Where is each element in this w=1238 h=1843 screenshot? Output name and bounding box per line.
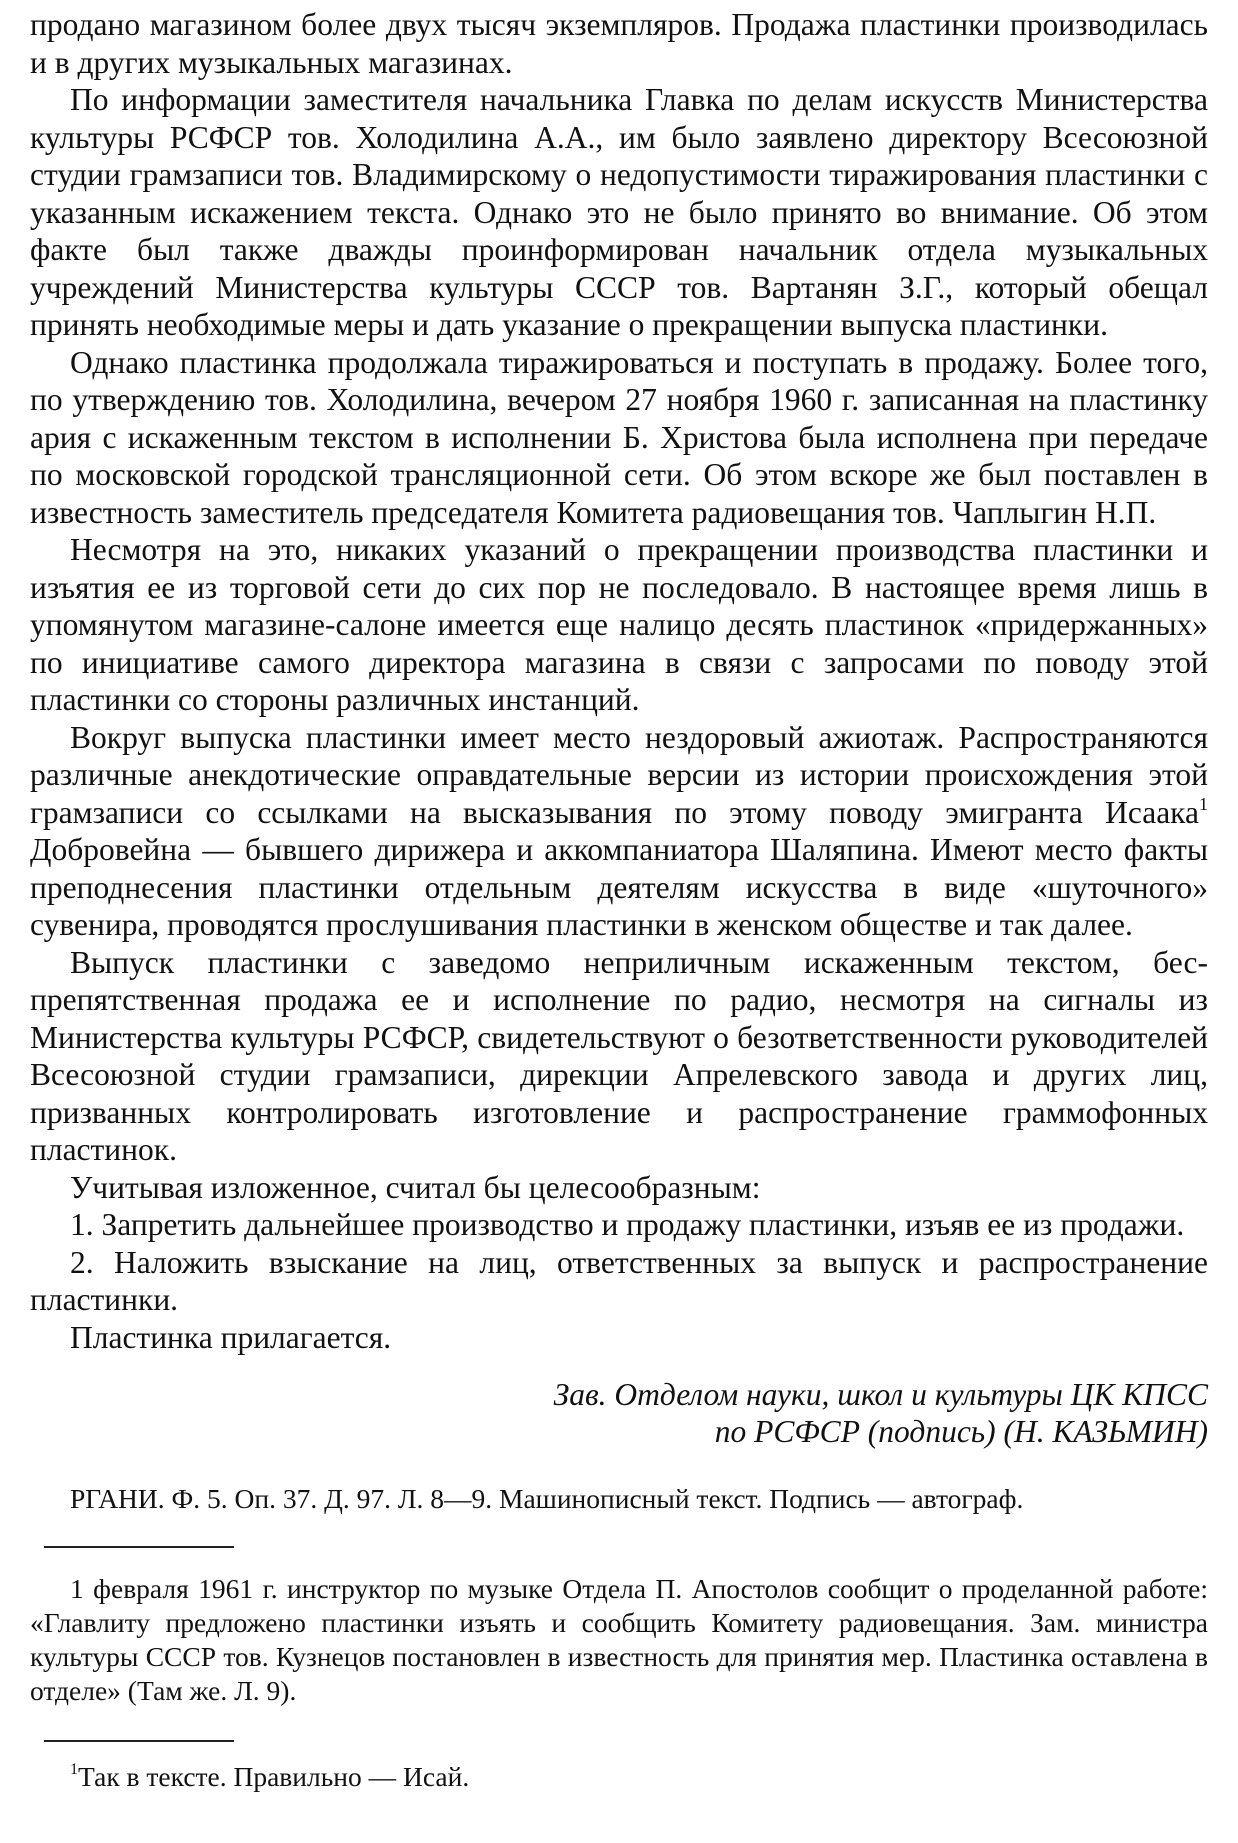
proposal-item-1: 1. Запретить дальнейшее производство и продажу пластинки, изъяв ее из продажи. [70,1207,1185,1242]
footnote-divider [44,1740,234,1742]
rumors-text-before: Вокруг выпуска пластинки имеет место нездоровый ажиотаж. Распространяются различные анекдотические оправдательные версии из истории происхождения этой грамзаписи со ссылками на высказывания по этому поводу эмигранта Исаака [30,719,1208,830]
letter-body [30,6,1208,1356]
footnote-text: Так в тексте. Правильно — Исай. [78,1761,470,1792]
paragraph-continuation: продано магазином более двух тысяч экземпляров. Продажа пластинки производилась и в других музыкальных магазинах. [30,7,1208,80]
paragraph-continued-production: Однако пластинка продолжала тиражироваться и поступать в продажу. Более того, по утверждению тов. Холодилина, вечером 27 ноября 1960 г. записанная на пластинку ария с искаженным текстом в исполнении Б. Христова была исполнена при передаче по московской городской трансляционной сети. Об этом вскоре же был поставлен в известность заместитель председателя Комитета радиовещания тов. Чаплыгин Н.П. [30,344,1208,530]
proposal-item-2: 2. Наложить взыскание на лиц, ответственных за выпуск и распространение пластинки. [30,1244,1208,1317]
note-divider [44,1546,234,1548]
paragraph-no-instructions: Несмотря на это, никаких указаний о прекращении производства пластинки и изъятия ее из торговой сети до сих пор не последовало. В настоящее время лишь в упомянутом магазине-салоне имеется еще налицо десять пластинок «придержанных» по инициативе самого директора магазина в связи с запросами по поводу этой пластинки со стороны различных инстанций. [30,532,1208,717]
rumors-text-after: Добровейна — бывшего дирижера и аккомпаниатора Шаляпина. Имеют место факты преподнесения пластинки отдельным деятелям искусства в виде «шуточного» сувенира, проводятся прослушивания пластинки в женском обществе и так далее. [30,832,1208,942]
paragraph-kholodilin-information: По информации заместителя начальника Главка по делам искусств Министерства культуры РСФСР тов. Холодилина А.А., им было заявлено директору Всесоюзной студии грамзаписи тов. Владимирскому о недопустимости тиражирования пластинки с указанным искажением текста. Однако это не было принято во внимание. Об этом факте был также дважды проинформирован начальник отдела музыкальных учреждений Министерства культуры СССР тов. Вартанян З.Г., который обещал принять необходимые меры и дать указание о прекращении выпуска пластинки. [30,82,1208,342]
signature-name: по РСФСР (подпись) (Н. КАЗЬМИН) [714,1414,1208,1449]
signature-block [30,1376,1208,1450]
paragraph-irresponsibility: Выпуск пластинки с заведомо неприличным искаженным текстом, беспрепятственная продажа ее и исполнение по радио, несмотря на сигналы из Министерства культуры РСФСР, свидетельствуют о безответственности руководителей Всесоюзной студии грамзаписи, дирекции Апрелевского завода и других лиц, призванных контролировать изготовление и распространение граммофонных пластинок. [30,944,1208,1167]
footnote [30,1760,1208,1794]
paragraph-rumors [30,719,1208,944]
footnote-reference: 1 [1199,793,1208,814]
paragraph-conclusion-intro: Учитывая изложенное, считал бы целесообразным: [70,1169,761,1205]
editorial-note: 1 февраля 1961 г. инструктор по музыке Отдела П. Апостолов сообщит о проделанной работе: «Главлиту предложено пластинки изъять и сообщить Комитету радиовещания. Зам. министра культуры СССР тов. Кузнецов постановлен в известность для принятия мер. Пластинка оставлена в отделе» (Там же. Л. 9). [30,1573,1208,1706]
signature-position: Зав. Отделом науки, школ и культуры ЦК КПСС [553,1377,1208,1412]
paragraph-attachment: Пластинка прилагается. [70,1319,392,1355]
footnote-mark: 1 [70,1761,78,1778]
archive-reference: РГАНИ. Ф. 5. Оп. 37. Д. 97. Л. 8—9. Машинописный текст. Подпись — автограф. [70,1483,1024,1514]
